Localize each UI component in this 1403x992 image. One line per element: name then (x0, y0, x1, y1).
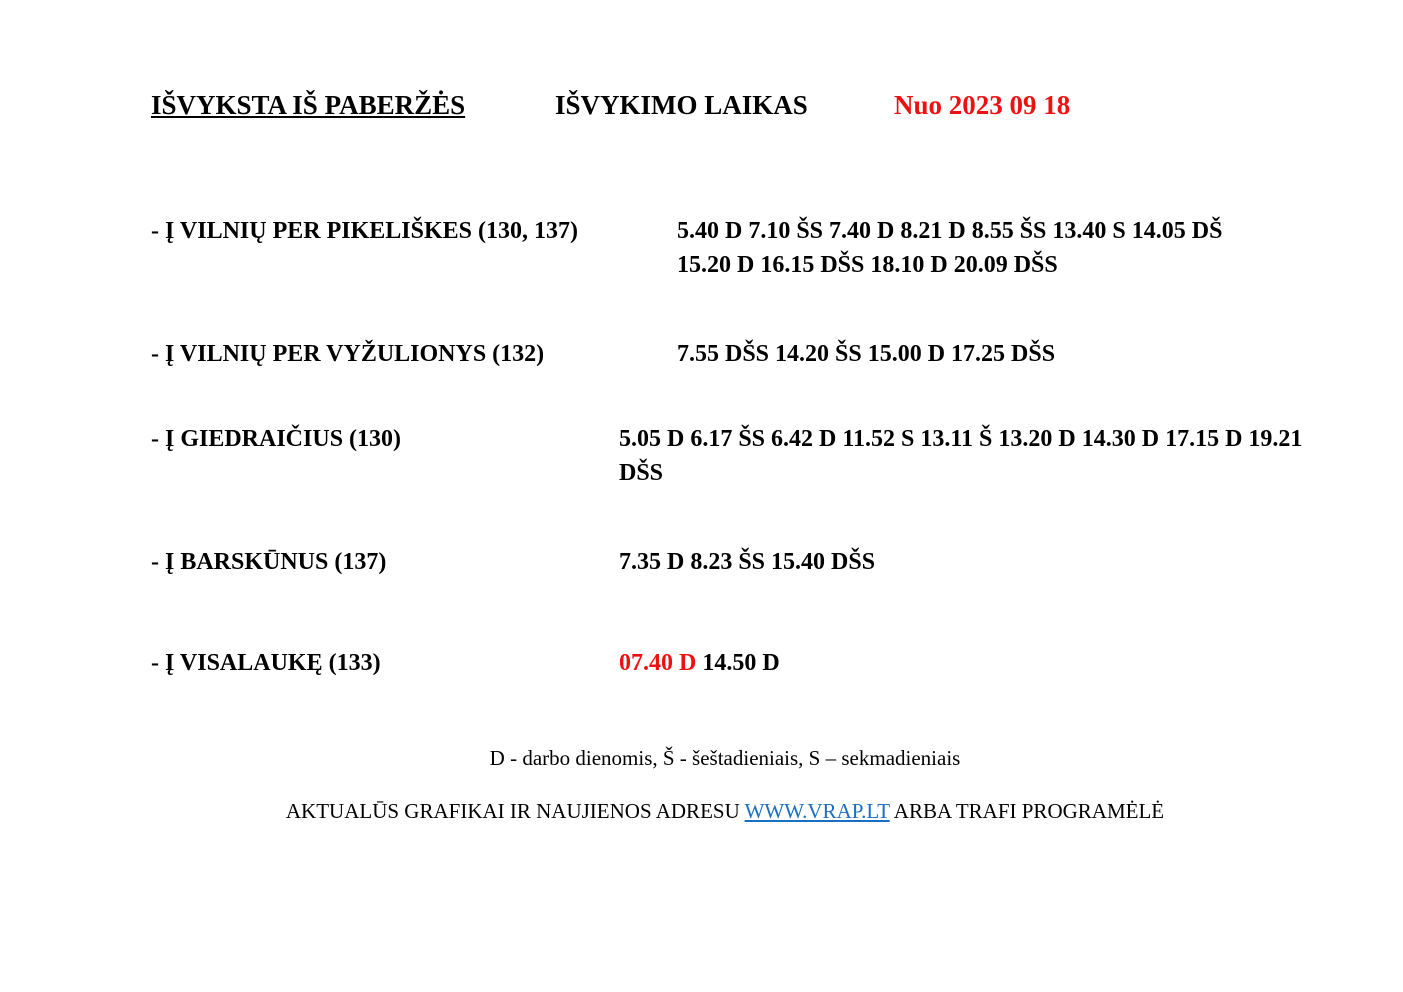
route-destination: - Į GIEDRAIČIUS (130) (151, 426, 402, 452)
route-times: 5.40 D 7.10 ŠS 7.40 D 8.21 D 8.55 ŠS 13.40 S 14.05 DŠ 15.20 D 16.15 DŠS 18.10 D 20.09 DŠS (677, 218, 1223, 278)
departure-time-title: IŠVYKIMO LAIKAS (555, 90, 808, 120)
route-destination: - Į BARSKŪNUS (137) (151, 549, 387, 575)
footer-text-before: AKTUALŪS GRAFIKAI IR NAUJIENOS ADRESU (285, 799, 745, 823)
route-times: 7.35 D 8.23 ŠS 15.40 DŠS (619, 549, 876, 575)
departure-station-title: IŠVYKSTA IŠ PABERŽĖS (151, 90, 466, 120)
route-destination: - Į VISALAUKĘ (133) (151, 650, 381, 676)
route-times: 7.55 DŠS 14.20 ŠS 15.00 D 17.25 DŠS (677, 341, 1056, 367)
highlighted-time: 07.40 D (619, 650, 697, 676)
route-row (151, 545, 1301, 579)
route-row (151, 214, 1301, 284)
route-row (151, 422, 1301, 492)
route-times: 5.05 D 6.17 ŠS 6.42 D 11.52 S 13.11 Š 13.20 D 14.30 D 17.15 D 19.21 DŠS (619, 426, 1303, 486)
route-times (619, 646, 1219, 680)
regular-time: 14.50 D (696, 650, 780, 676)
footer-text-after: ARBA TRAFI PROGRAMĖLĖ (889, 799, 1165, 823)
footer-note (0, 799, 1403, 824)
route-destination: - Į VILNIŲ PER VYŽULIONYS (132) (151, 341, 545, 367)
valid-from-date: Nuo 2023 09 18 (894, 90, 1071, 120)
website-link[interactable]: WWW.VRAP.LT (744, 799, 890, 823)
legend: D - darbo dienomis, Š - šeštadieniais, S – sekmadieniais (489, 746, 961, 770)
route-destination: - Į VILNIŲ PER PIKELIŠKES (130, 137) (151, 218, 578, 244)
route-row (151, 646, 1301, 680)
route-row (151, 337, 1301, 371)
